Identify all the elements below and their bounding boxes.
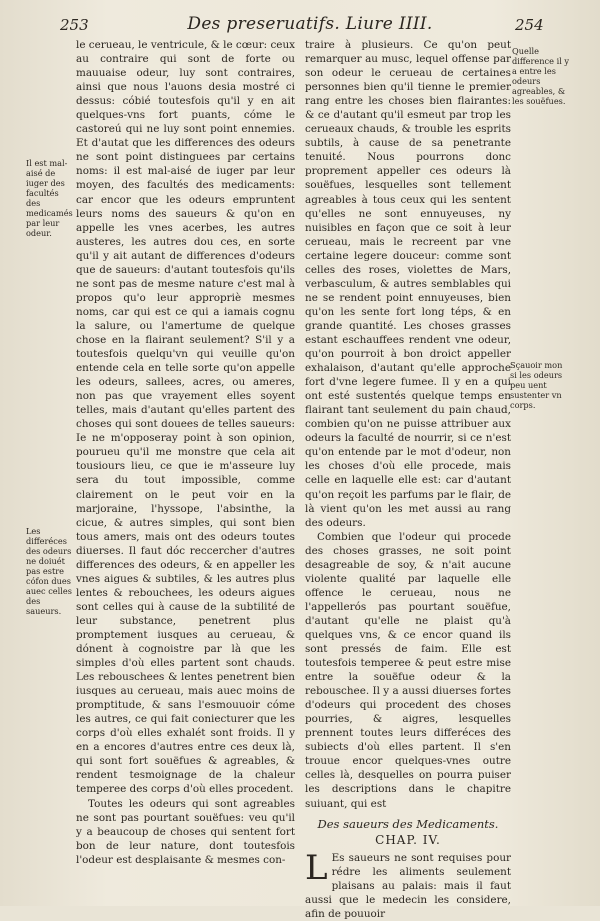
paragraph: le cerueau, le ventricule, & le cœur: ceux au contraire qui sont de forte ou mauuaise odeur, luy sont contraires, ainsi que nous l'auons desia mostré ci dessus: cóbié toutesfois qu'il y en ait quelques-vns fort puants, cóme le castoreú qui ne luy sont point ennemies. Et d'autat que les differences des odeurs ne sont point distinguees par certains noms: il est mal-aisé de iuger par leur moyen, des facultés des medicaments: car encor que les odeurs empruntent leurs noms des saueurs & qu'on en appelle les vnes acerbes, les autres austeres, les autres dou ces, en sorte qu'il y ait autant de differences d'odeurs que de saueurs: d'autant toutesfois qu'ils ne sont pas de mesme nature c'est mal à propos qu'o leur appropriè mesmes noms, car qui est ce qui a iamais cognu la salure, ou l'amertume de quelque chose en la flairant seulement? S'il y a toutesfois quelqu'vn qui veuille qu'on entende cela en telle sorte qu'on appelle les odeurs, sallees, acres, ou ameres, non pas que vrayement elles soyent telles, mais d'autant qu'elles partent des choses qui sont douees de telles saueurs: Ie ne m'opposeray point à son opinion, pourueu qu'il me monstre que cela ait tousiours lieu, ce que ie m'asseure luy sera du tout impossible, comme clairement on le peut voir en la marjoraine, l'hyssope, l'absinthe, la cicue, & autres simples, qui sont bien tous amers, mais ont des odeurs toutes diuerses. Il faut dóc reccercher d'autres differences des odeurs, & en appeller les vnes aigues & subtiles, & les autres plus lentes & rebouchees, les odeurs aigues sont celles qui à cause de la subtilité de leur substance, penetrent plus promptement iusques au cerueau, & dónent à cognoistre par là que les simples d'où elles partent sont chauds. Les rebouschees & lentes penetrent bien iusques au cerueau, mais auec moins de promptitude, & sans l'esmouuoir cóme les autres, ce qui fait coniecturer que les corps d'où elles exhalét sont froids. Il y en a encores d'autres entre ces deux là, qui sont fort souëfues & agreables, & rendent tesmoignage de la chaleur temperee des corps d'où elles procedent. xyxy=(76,39,295,796)
column-divider xyxy=(300,36,301,896)
margin-note-right-1: Quelle difference il y a entre les odeurs agreables, & les souëfues. xyxy=(512,46,570,106)
paragraph: Toutes les odeurs qui sont agreables ne sont pas pourtant souëfues: veu qu'il y a beaucoup de choses qui sentent fort bon de leur nature, dont toutesfois l'odeur est desplaisante & mesmes con- xyxy=(76,797,295,866)
running-title: Des preseruatifs. Liure IIII. xyxy=(187,14,433,34)
chapter-paragraph xyxy=(305,847,511,921)
page-number-right: 254 xyxy=(515,16,544,34)
left-text-column xyxy=(76,38,295,867)
right-text-column xyxy=(305,38,511,921)
page-header xyxy=(0,8,600,38)
section-title: Des saueurs des Medicaments. xyxy=(317,816,499,831)
chapter-heading: CHAP. IV. xyxy=(375,832,441,847)
paragraph: Combien que l'odeur qui procede des choses grasses, ne soit point desagreable de soy, & n'ait aucune violente qualité par laquelle elle offence le cerueau, nous ne l'appellerós pas pourtant souëfue, d'autant qu'elle ne plaist qu'à quelques vns, & ce encor quand ils sont pressés de faim. Elle est toutesfois temperee & peut estre mise entre la souëfue odeur & la rebouschee. Il y a aussi diuerses fortes d'odeurs qui procedent des choses pourries, & aigres, lesquelles prennent toutes leurs differéces des subiects d'où elles partent. Il s'en trouue encor quelques-vnes outre celles là, desquelles on pourra puiser les descriptions dans le chapitre suiuant, qui est xyxy=(305,530,511,810)
margin-note-left-2: Les differéces des odeurs ne doiuét pas estre cófon dues auec celles des saueurs. xyxy=(26,526,72,616)
chapter-body: Es saueurs ne sont requises pour rédre les aliments seulement plaisans au palais: mais il faut aussi que le medecin les considere, afin de pouuoir xyxy=(305,851,511,920)
margin-note-right-2: Sçauoir mon si les odeurs peu uent sustenter vn corps. xyxy=(510,360,563,410)
drop-cap: L xyxy=(305,847,328,888)
page-number-left: 253 xyxy=(60,16,89,34)
paragraph: traire à plusieurs. Ce qu'on peut remarquer au musc, lequel offense par son odeur le cerueau de certaines personnes bien qu'il tienne le premier rang entre les choses bien flairantes: & ce d'autant qu'il esmeut par trop les cerueaux chauds, & trouble les esprits subtils, à cause de sa penetrante tenuité. Nous pourrons donc proprement appeller ces odeurs là souëfues, lesquelles sont tellement agreables à tous ceux qui les sentent qu'elles ne sont ennuyeuses, ny nuisibles en façon que ce soit à leur cerueau, mais le recreent par vne certaine legere douceur: comme sont celles des roses, violettes de Mars, verbasculum, & autres semblables qui ne se rendent point ennuyeuses, bien qu'on les sente fort long téps, & en grande quantité. Les choses grasses estant eschauffees rendent vne odeur, qu'on pourroit à bon droict appeller exhalaison, d'autant qu'elle approche fort d'vne legere fumee. Il y en a qui ont esté sustentés quelque temps en flairant tant seulement du pain chaud, combien qu'on ne puisse attribuer aux odeurs la faculté de nourrir, si ce n'est qu'on entende par le mot d'odeur, non les choses d'où elle procede, mais celle en laquelle elle est: car d'autant qu'on reçoit les parfums par le flair, de là vient qu'on les met aussi au rang des odeurs. xyxy=(305,39,511,529)
margin-note-left-1: Il est mal-aisé de iuger des facultés des medicamés par leur odeur. xyxy=(26,158,73,238)
